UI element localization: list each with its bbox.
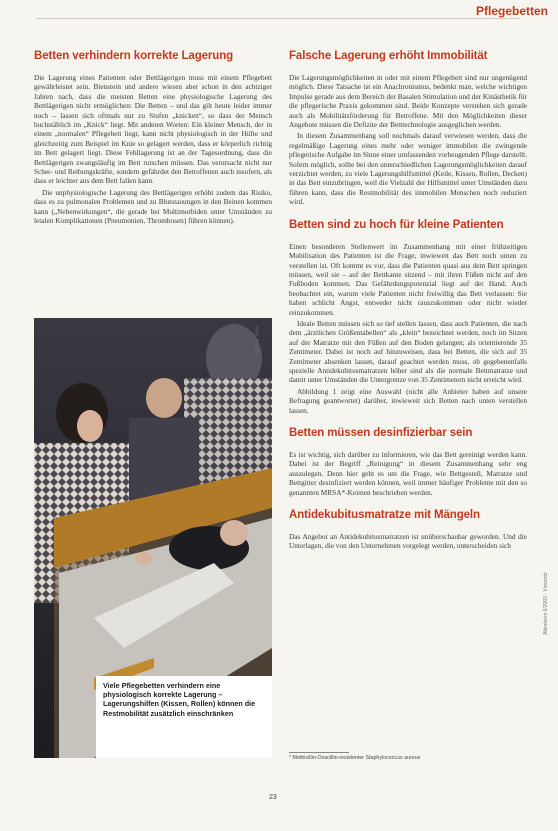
side-credit: Altenheim 6/2003 · Vincentz xyxy=(543,572,549,635)
right-column xyxy=(289,50,527,551)
section-paragraph: Einen besonderen Stellenwert im Zusammenhang mit einer frühzeitigen Mobilisation des Patienten ist die Frage, inwieweit das Bett noch unten zu verstellen ist. Oft kommt es vor, dass die Patienten quasi aus dem Bett springen müssen, weil sie – auf der Bettkante sitzend – mit ihren Füßen nicht auf den Fußboden kommen. Das Gefährdungspotenzial liegt auf der Hand. Auch beobachtet ein, warum viele Patienten nicht freiwillig das Bett verlassen: Sie haben schlicht Angst, entweder nicht rauszukommen oder nicht wieder reinzukommen. xyxy=(289,241,527,317)
section-paragraph: Ideale Betten müssen sich so tief stellen lassen, dass auch Patienten, die nach dem „ärztlichen Größentabellen“ als „klein“ bezeichnet werden, noch im Sitzen auf der Matratze mit den Füßen auf den Boden gelangen; als orientierende 35 Zentimeter. Dabei ist noch auf hinzuweisen, dass bei Betten, die sich auf 35 Zentimeter absenken lassen, darauf geachtet werden muss, ob gegebenenfalls spezielle Antidekubitusmatratzen höher sind als die normale Bettmatratze und damit unter Umständen die Untergrenze von 35 Zentimetern nicht erreicht wird. xyxy=(289,318,527,385)
photo-caption: Viele Pflegebetten verhindern eine physiologisch korrekte Lagerung – Lagerungshilfen (Kissen, Rollen) können die Restmobilität zusätzlich einschränken xyxy=(96,676,272,758)
footnote-rule xyxy=(289,752,349,753)
section-heading: Betten sind zu hoch für kleine Patienten xyxy=(289,218,504,231)
left-paragraph: Die unphysiologische Lagerung des Bettlägerigen erhöht zudem das Risiko, dass es zu pulmonalen Problemen und zu Blutstauungen in den Beinen kommen kann („Nebenwirkungen“, die gerade bei Multimorbiden unter Umständen zu letalen Komplikationen (Pneumonien, Thrombosen) führen können). xyxy=(34,187,272,226)
footnote: * Methicillin-Oxacillin-resistenter Staphylococcus aureus xyxy=(289,755,421,761)
section-tag: Pflegebetten xyxy=(475,4,548,18)
section-heading: Betten müssen desinfizierbar sein xyxy=(289,427,473,439)
section-heading: Falsche Lagerung erhöht Immobilität xyxy=(289,50,488,62)
section-paragraph: Abbildung 1 zeigt eine Auswahl (nicht alle Anbieter haben auf unsere Befragung geantwortet) darüber, inwieweit sich Betten nach unten verstellen lassen. xyxy=(289,386,527,415)
section-paragraph: In diesem Zusammenhang soll nochmals darauf verwiesen werden, dass die regelmäßige Lagerung eines mehr oder weniger immobilen die zwingende pflegerische Aufgabe im Sinne einer umfassenden vorbeugenden Pflege darstellt. Sofern möglich, sollte bei den unterschiedlichen Lagerungsmöglichkeiten darauf verzichtet werden, zu viele Lagerungshilfsmittel (Keile, Kissen, Rollen, Decken) in das Bett einzubringen, weil die Vielzahl der Hilfsmittel unter Umständen dazu führen kann, dass die Restmobilität des immobilen Menschen noch reduziert wird. xyxy=(289,131,527,207)
page-number: 23 xyxy=(269,794,277,801)
section-paragraph: Das Angebot an Antidekubitusmatratzen ist unüberschaubar geworden. Und die Unterlagen, die von den Unternehmen vorgelegt werden, unterscheiden sich xyxy=(289,532,527,551)
left-column xyxy=(34,50,272,226)
photo-credit: Foto: Amade xyxy=(253,326,259,355)
section-paragraph: Es ist wichtig, sich darüber zu informieren, wie das Bett gereinigt werden kann. Dabei ist der Begriff „Reinigung“ in diesem Zusammenhang sehr eng auszulegen. Denn hier geht es um die Frage, wie Bettgestell, Matratze und Bettgitter desinfiziert werden können, weil immer häufiger Probleme mit den so genannten MRSA*-Keimen beschrieben werden. xyxy=(289,450,527,497)
left-paragraph: Die Lagerung eines Patienten oder Bettlägerigen muss mit einem Pflegebett gewährleistet sein. Bienstein und andere wiesen aber schon in den achtziger Jahren nach, dass die meisten Betten eine physiologische Lagerung des Bettlägerigen nicht ermöglichen: Die Betten – und das gilt heute leider immer noch – lassen sich oftmals nur zu Stufen „knicken“, so dass der Mensch buchstäblich im „Knick“ liegt. Mit anderen Worten: Ein kleiner Mensch, der in einem „normalen“ Pflegebett liegt, kann nicht physiologisch in der Hüfte und gleichzeitig zum Beispiel im Knie so gelagert werden, dass er körperlich richtig im Bett gelagert liegt. Diese Fehllagerung ist an der Tagesordnung, dass die Bettlägerigen zwangsläufig im Bett rutschen müssen. Das verursacht nicht nur Scher- und Reibungskräfte, sondern gefährdet den Betroffenen auch insofern, als dass er leichter aus dem Bett fallen kann. xyxy=(34,73,272,186)
header-rule xyxy=(36,18,520,19)
section-paragraph: Die Lagerungsmöglichkeiten in oder mit einem Pflegebett sind nur ungenügend möglich. Diese Tatsache ist ein Anachronismus, bedenkt man, welche wichtigen Impulse gerade aus dem Bereich der Basalen Stimulation und der Kinästhetik für die pflegerische Praxis gekommen sind. Beide Konzepte verstehen sich gerade auch als Mobilitätsförderung für Betroffene. Mit den Möglichkeiten dieser Angebote müssen die Defizite der Betttechnologie ausgeglichen werden. xyxy=(289,73,527,130)
left-heading: Betten verhindern korrekte Lagerung xyxy=(34,50,234,62)
section-heading: Antidekubitusmatratze mit Mängeln xyxy=(289,509,480,522)
